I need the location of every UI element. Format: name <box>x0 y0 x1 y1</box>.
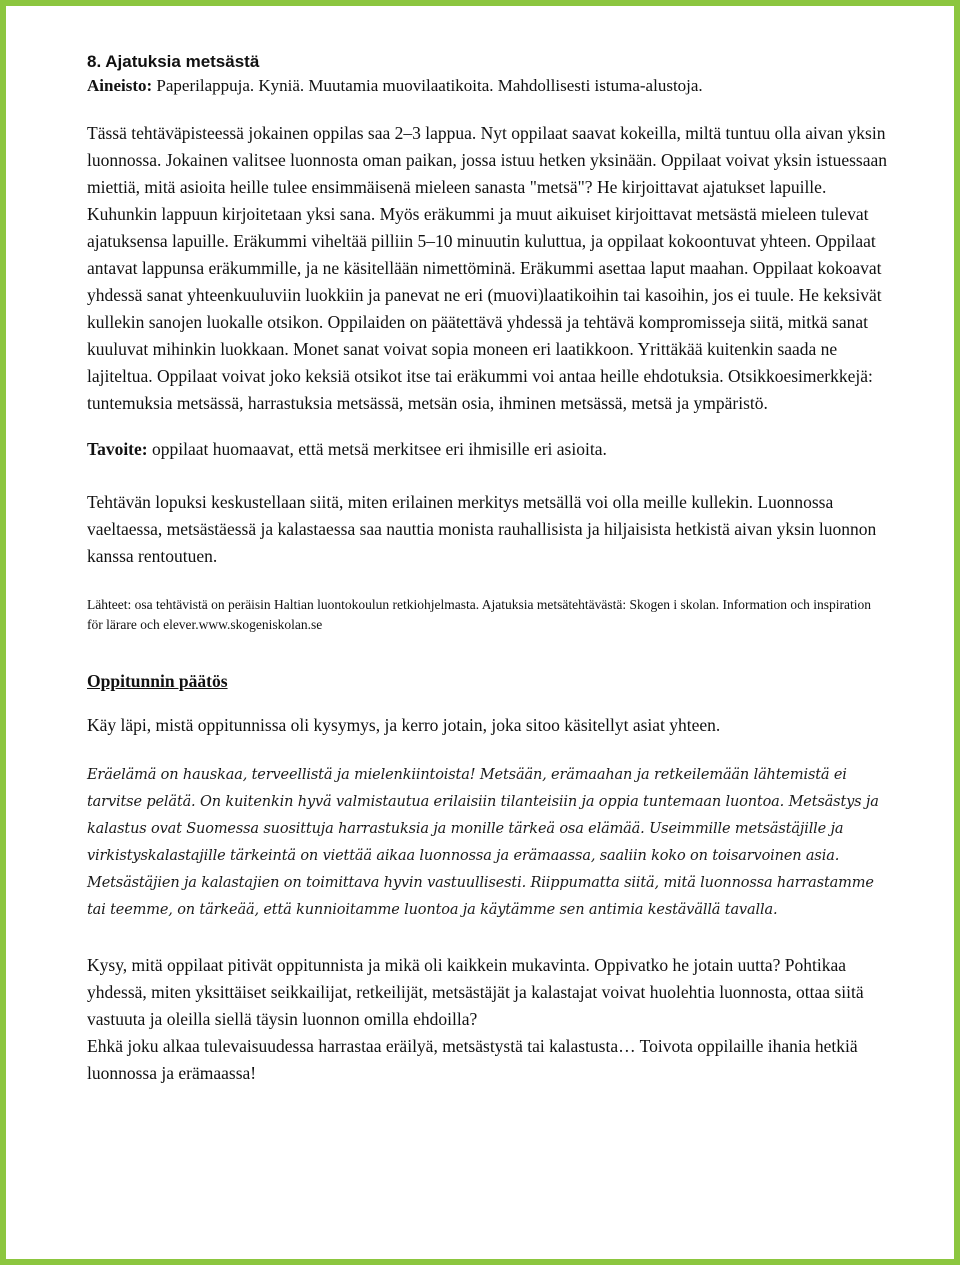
materials-line <box>87 74 887 98</box>
goal-label: Tavoite: <box>87 439 148 459</box>
section-heading: Oppitunnin päätös <box>87 671 228 691</box>
materials-label: Aineisto: <box>87 76 153 95</box>
closing-paragraph <box>87 952 887 1087</box>
closing-text-2: Ehkä joku alkaa tulevaisuudessa harrastaa eräilyä, metsästystä tai kalastusta… Toivota oppilaille ihania hetkiä luonnossa ja erämaassa! <box>87 1036 858 1083</box>
materials-text: Paperilappuja. Kyniä. Muutamia muovilaatikoita. Mahdollisesti istuma-alustoja. <box>152 76 703 95</box>
goal-text: oppilaat huomaavat, että metsä merkitsee eri ihmisille eri asioita. <box>147 439 607 459</box>
handwritten-paragraph: Eräelämä on hauskaa, terveellistä ja mielenkiintoista! Metsään, erämaahan ja retkeilemään lähtemistä ei tarvitse pelätä. On kuitenkin hyvä valmistautua erilaisiin tilanteisiin ja oppia tuntemaan luontoa. Metsästys ja kalastus ovat Suomessa suosittuja harrastuksia ja monille tärkeä osa elämää. Useimmille metsästäjille ja virkistyskalastajille tärkeintä on viettää aikaa luonnossa ja erämaassa, saaliin koko on toisarvoinen asia. Metsästäjien ja kalastajien on toimittava hyvin vastuullisesti. Riippumatta siitä, mitä luonnossa harrastamme tai teemme, on tärkeää, että kunnioitamme luontoa ja käytämme sen antimia kestävällä tavalla. <box>87 767 879 918</box>
lesson-end-intro: Käy läpi, mistä oppitunnissa oli kysymys, ja kerro jotain, joka sitoo käsitellyt asiat yhteen. <box>87 715 721 735</box>
instructions-paragraph: Tässä tehtäväpisteessä jokainen oppilas saa 2–3 lappua. Nyt oppilaat saavat kokeilla, miltä tuntuu olla aivan yksin luonnossa. Jokainen valitsee luonnosta oman paikan, jossa istuu hetken yksinään. Oppilaat voivat yksin istuessaan miettiä, mitä asioita heille tulee ensimmäisenä mieleen sanasta "metsä"? He kirjoittavat ajatukset lapuille. Kuhunkin lappuun kirjoitetaan yksi sana. Myös eräkummi ja muut aikuiset kirjoittavat metsästä mieleen tulevat ajatuksensa lapuille. Eräkummi viheltää pilliin 5–10 minuutin kuluttua, ja oppilaat kokoontuvat yhteen. Oppilaat antavat lappunsa eräkummille, ja ne käsitellään nimettöminä. Eräkummi asettaa laput maahan. Oppilaat kokoavat yhdessä sanat yhteenkuuluviin luokkiin ja panevat ne eri (muovi)laatikoihin tai kasoihin, jos ei tuule. He keksivät kullekin sanojen luokalle otsikon. Oppilaiden on päätettävä yhdessä ja tehtävä kompromisseja siitä, mitkä sanat kuuluvat mihinkin luokkaan. Monet sanat voivat sopia moneen eri laatikkoon. Yrittäkää kuitenkin saada ne lajiteltua. Oppilaat voivat joko keksiä otsikot itse tai eräkummi voi antaa heille ehdotuksia. Otsikkoesimerkkejä: tuntemuksia metsässä, harrastuksia metsässä, metsän osia, ihminen metsässä, metsä ja ympäristö. <box>87 123 888 413</box>
goal-line <box>87 436 887 463</box>
sources-note: Lähteet: osa tehtävistä on peräisin Haltian luontokoulun retkiohjelmasta. Ajatuksia metsätehtävästä: Skogen i skolan. Information och inspiration för lärare och elever.www.skogeniskolan.se <box>87 597 871 632</box>
closing-text-1: Kysy, mitä oppilaat pitivät oppitunnista ja mikä oli kaikkein mukavinta. Oppivatko he jotain uutta? Pohtikaa yhdessä, miten yksittäiset seikkailijat, retkeilijät, metsästäjät ja kalastajat voivat huolehtia luonnosta, ottaa siitä vastuuta ja oleilla siellä täysin luonnon omilla ehdoilla? <box>87 955 864 1029</box>
activity-title: 8. Ajatuksia metsästä <box>87 52 260 71</box>
document-content <box>87 50 887 1087</box>
conclusion-paragraph: Tehtävän lopuksi keskustellaan siitä, miten erilainen merkitys metsällä voi olla meille kullekin. Luonnossa vaeltaessa, metsästäessä ja kalastaessa saa nauttia monista rauhallisista ja hiljaisista hetkistä aivan yksin luonnon kanssa rentoutuen. <box>87 492 877 566</box>
